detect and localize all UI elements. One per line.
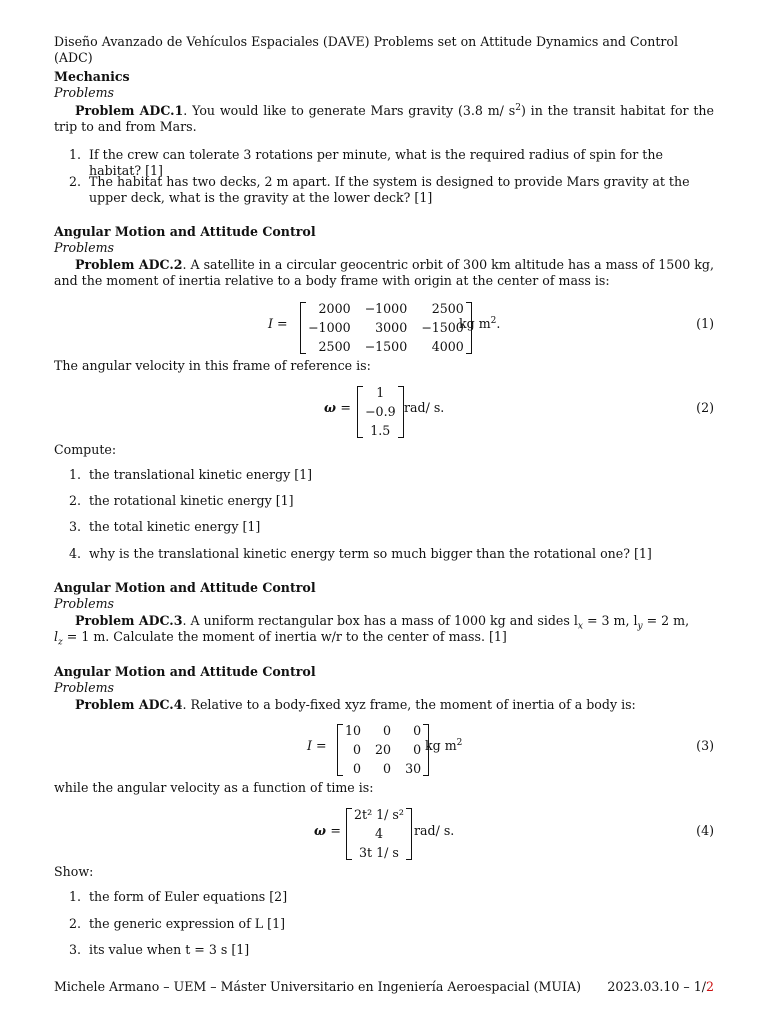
list-item: 2. the generic expression of L [1]: [69, 916, 286, 931]
section-subtitle: Problems: [54, 240, 115, 255]
equation-lhs: ω =: [324, 400, 351, 415]
page-footer: [54, 979, 714, 995]
total-pages-link[interactable]: 2: [705, 979, 714, 994]
text-line: Show:: [54, 864, 94, 879]
list-item: 1. If the crew can tolerate 3 rotations per minute, what is the required radius of spin for the habitat? [1]: [69, 147, 663, 178]
footer-author: Michele Armano – UEM – Máster Universitario en Ingeniería Aeroespacial (MUIA): [54, 979, 582, 994]
list-item: 3. the total kinetic energy [1]: [69, 519, 261, 534]
list-item: 2. The habitat has two decks, 2 m apart. If the system is designed to provide Mars gravity at the upper deck, what is the gravity at the lower deck? [1]: [69, 174, 690, 205]
list-item: 3. its value when t = 3 s [1]: [69, 942, 250, 957]
text-line: while the angular velocity as a function of time is:: [54, 780, 374, 795]
problem-text-a: . You would like to generate Mars gravity (3.8 m/ s: [183, 103, 516, 118]
text-line: The angular velocity in this frame of reference is:: [54, 358, 371, 373]
problem-statement: Problem ADC.4. Relative to a body-fixed xyz frame, the moment of inertia of a body is:: [75, 697, 636, 712]
problem-text-b: ) in the transit habitat for the trip to and from Mars.: [54, 103, 714, 134]
equation-number: (3): [696, 738, 714, 753]
angular-velocity-vector: 2t² 1/ s² 4 3t 1/ s: [346, 805, 412, 862]
problem-statement: Problem ADC.2. A satellite in a circular geocentric orbit of 300 km altitude has a mass of 1500 kg, and the moment of inertia relative to a body frame with origin at the center of mass is:: [54, 257, 714, 288]
equation-lhs: I =: [307, 738, 327, 753]
list-item: 4. why is the translational kinetic energy term so much bigger than the rotational one? [1]: [69, 546, 652, 561]
list-item: 2. the rotational kinetic energy [1]: [69, 493, 294, 508]
equation-unit: rad/ s.: [414, 823, 455, 838]
equation-unit: kg $m^2$.: [459, 315, 501, 331]
matrix-cells: 2000 −1000 2500 −1000 3000 −1500 2500 −1500 4000: [308, 301, 464, 354]
equation-number: (1): [696, 316, 714, 331]
equation-unit: kg $m^2$: [425, 737, 463, 753]
inertia-matrix: 10 0 0 0 20 0 0 0 30: [337, 721, 429, 778]
list-item: 1. the translational kinetic energy [1]: [69, 467, 313, 482]
section-title: Angular Motion and Attitude Control: [54, 580, 316, 595]
section-title: Angular Motion and Attitude Control: [54, 664, 316, 679]
problem-label: Problem ADC.1: [75, 103, 184, 118]
section-title: Angular Motion and Attitude Control: [54, 224, 316, 239]
section-subtitle: Problems: [54, 680, 115, 695]
section-title: Mechanics: [54, 69, 130, 84]
equation-unit: rad/ s.: [404, 400, 445, 415]
angular-velocity-vector: 1 −0.9 1.5: [357, 383, 404, 440]
section-subtitle: Problems: [54, 85, 115, 100]
equation-number: (4): [696, 823, 714, 838]
inertia-matrix: [300, 299, 472, 356]
problem-statement-line2: $l_z = 1$ m. Calculate the moment of inertia w/r to the center of mass. [1]: [54, 629, 507, 648]
equation-lhs: ω =: [314, 823, 341, 838]
page-header: Diseño Avanzado de Vehículos Espaciales (DAVE) Problems set on Attitude Dynamics and Control (ADC): [54, 34, 679, 65]
equation-number: (2): [696, 400, 714, 415]
list-item: 1. the form of Euler equations [2]: [69, 889, 288, 904]
section-subtitle: Problems: [54, 596, 115, 611]
problem-statement: Problem ADC.1. You would like to generate Mars gravity (3.8 m/ $s^2$) in the transit habitat for the trip to and from Mars.: [54, 102, 714, 134]
footer-page: 2023.03.10 – 1/2: [607, 979, 714, 994]
text-line: Compute:: [54, 442, 117, 457]
problem-statement: Problem ADC.3. A uniform rectangular box has a mass of 1000 kg and sides $l_x = 3$ m, $l_y = 2$ m,: [75, 613, 690, 632]
equation-lhs: I =: [268, 316, 288, 331]
